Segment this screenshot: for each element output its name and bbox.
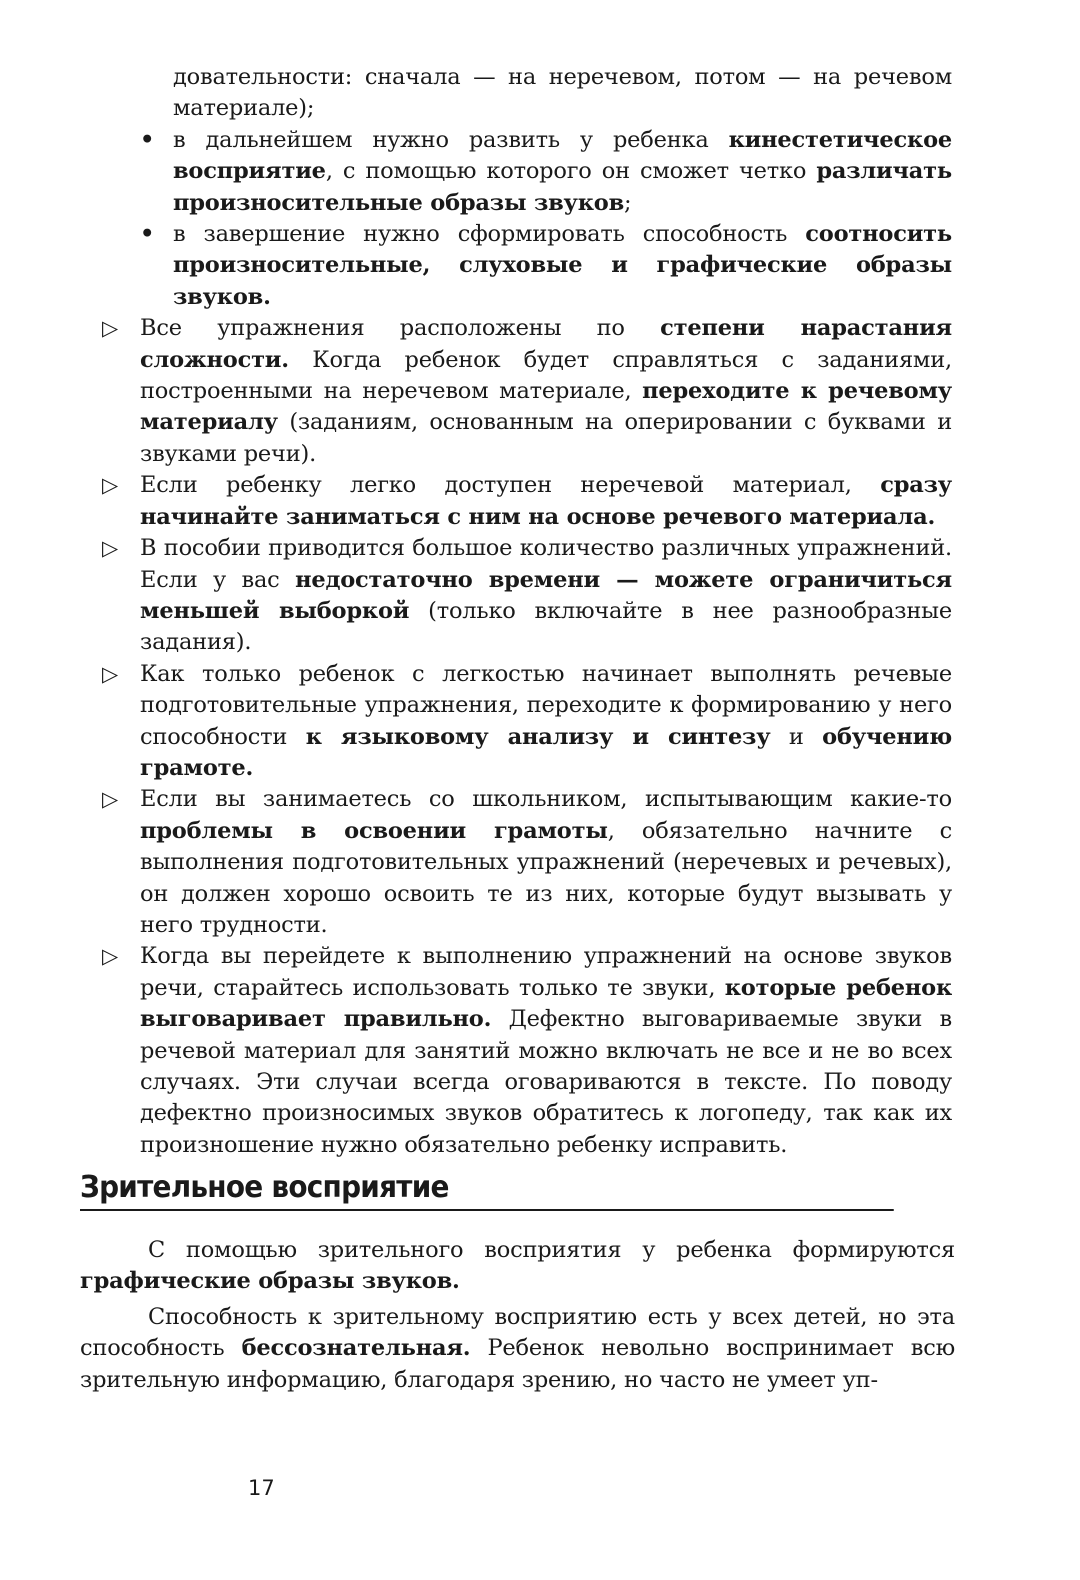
text: Дефектно выговариваемые звуки в речевой материал для занятий можно включать не все и не во всех случаях. Эти случаи всегда оговариваются в тексте. По поводу дефектно произносимых звуков обратитесь к логопеду, так как их произношение нужно обязательно ребенку исправить. xyxy=(140,1006,952,1158)
section-paragraph-2 xyxy=(80,1302,955,1396)
bold-text: сразу начинайте заниматься с ним на основе речевого материала. xyxy=(140,472,952,530)
triangle-right-icon: ▷ xyxy=(102,316,118,341)
text: В пособии приводится большое количество различных упражнений. Если у вас xyxy=(140,535,952,593)
text: ; xyxy=(624,189,632,216)
bold-text: к языковому анализу и синтезу xyxy=(305,723,771,750)
triangle-right-icon: ▷ xyxy=(102,661,118,686)
tip-sounds xyxy=(102,941,952,1161)
tip-speech-material xyxy=(102,470,952,533)
text: Ребенок невольно воспринимает всю зрительную информацию, благодаря зрению, но часто не умеет уп- xyxy=(80,1335,955,1393)
bold-text: графические образы звуков. xyxy=(80,1268,460,1295)
text: (только включайте в нее разнообразные задания). xyxy=(140,597,952,656)
bullet-item-kinesthetic xyxy=(140,125,952,219)
bold-text: проблемы в освоении грамоты xyxy=(140,817,608,844)
text: (заданиям, основанным на оперировании с буквами и звуками речи). xyxy=(140,409,952,467)
text: , обязательно начните с выполнения подготовительных упражнений (неречевых и речевых), он должен хорошо освоить те из них, которые будут вызывать у него трудности. xyxy=(140,817,952,938)
bold-text: которые ребенок выговаривает правильно. xyxy=(140,974,952,1033)
text: в дальнейшем нужно развить у ребенка xyxy=(173,126,729,153)
section-paragraph-1 xyxy=(80,1235,955,1298)
triangle-right-icon: ▷ xyxy=(102,944,118,969)
bold-text: различать произносительные образы звуков xyxy=(173,158,952,216)
tip-analysis xyxy=(102,659,953,785)
page-number: 17 xyxy=(248,1476,275,1500)
bold-text: бессознательная. xyxy=(241,1335,471,1362)
tip-complexity xyxy=(102,313,952,470)
text: С помощью зрительного восприятия у ребенка формируются xyxy=(148,1237,955,1263)
bold-text: обучению грамоте. xyxy=(140,723,953,781)
bold-text: степени нарастания сложности. xyxy=(140,315,952,373)
tip-time xyxy=(102,533,952,659)
bold-text: соотносить произносительные, слуховые и графические образы звуков. xyxy=(173,221,952,310)
text: , с помощью которого он сможет четко xyxy=(325,158,817,185)
text: Если вы занимаетесь со школьником, испытывающим какие-то xyxy=(140,786,952,813)
text: Когда вы перейдете к выполнению упражнений на основе звуков речи, старайтесь использовать только те звуки, xyxy=(140,943,952,1001)
text: Когда ребенок будет справляться с заданиями, построенными на неречевом материале, xyxy=(140,346,952,405)
text: и xyxy=(770,723,823,750)
triangle-right-icon: ▷ xyxy=(102,787,118,812)
text: Как только ребенок с легкостью начинает выполнять речевые подготовительные упражнения, переходите к формированию у него способности xyxy=(140,660,952,750)
bold-text: переходите к речевому материалу xyxy=(140,378,952,436)
triangle-right-icon: ▷ xyxy=(102,536,118,561)
bold-text: кинестетическое восприятие xyxy=(173,126,952,185)
text: в завершение нужно сформировать способность xyxy=(173,221,806,248)
text: Если ребенку легко доступен неречевой материал, xyxy=(140,472,881,499)
section-title: Зрительное восприятие xyxy=(80,1170,894,1211)
tip-schoolchild xyxy=(102,784,952,941)
bold-text: недостаточно времени — можете ограничиться меньшей выборкой xyxy=(140,566,952,624)
triangle-right-icon: ▷ xyxy=(102,473,118,498)
continued-list-item xyxy=(173,62,952,125)
bullet-item-correlate xyxy=(140,219,952,313)
text: Все упражнения расположены по xyxy=(140,315,661,342)
text: довательности: сначала — на неречевом, потом — на речевом материале); xyxy=(173,64,952,122)
text: Способность к зрительному восприятию есть у всех детей, но эта способность xyxy=(80,1303,955,1362)
page-body xyxy=(102,62,953,1161)
section-visual-perception xyxy=(80,1170,955,1396)
